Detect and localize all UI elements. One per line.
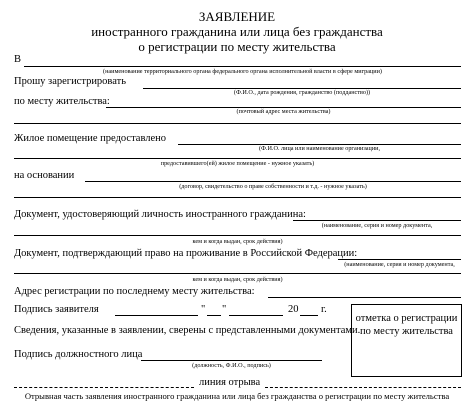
basis-field-line[interactable] (85, 181, 461, 182)
request-label: Прошу зарегистрировать (14, 76, 127, 87)
request-caption: (Ф.И.О., дата рождения, гражданство (подданство)) (233, 89, 371, 96)
date-year-field-line[interactable] (300, 315, 318, 316)
housing-field-line-2[interactable] (14, 158, 461, 159)
date-quote-open: " (201, 304, 206, 315)
to-field-line[interactable] (24, 66, 461, 67)
id-doc-field-line[interactable] (293, 220, 461, 221)
official-caption: (должность, Ф.И.О., подпись) (192, 362, 271, 369)
signature-field-line[interactable] (115, 315, 198, 316)
address-field-line-2[interactable] (14, 123, 461, 124)
signature-label: Подпись заявителя (14, 304, 99, 315)
residence-doc-field-line-2[interactable] (14, 273, 461, 274)
official-field-line[interactable] (141, 360, 322, 361)
tear-line-left (14, 387, 194, 388)
date-month-field-line[interactable] (229, 315, 283, 316)
to-caption: (наименование территориального органа федерального органа исполнительной власти в сфере миграции) (103, 68, 382, 75)
to-label: В (14, 54, 22, 65)
date-quote-close: " (222, 304, 227, 315)
residence-doc-label: Документ, подтверждающий право на проживание в Российской Федерации: (14, 248, 358, 259)
date-day-field-line[interactable] (207, 315, 221, 316)
form-subtitle-line1: иностранного гражданина или лица без гражданства (91, 24, 383, 39)
stamp-text-line1: отметка о регистрации (355, 313, 458, 324)
basis-caption: (договор, свидетельство о праве собственности и т.д. - нужное указать) (179, 183, 367, 190)
official-label: Подпись должностного лица (14, 349, 143, 360)
address-caption: (почтовый адрес места жительства) (236, 108, 331, 115)
verified-text: Сведения, указанные в заявлении, сверены с представленными документами. (14, 325, 361, 336)
tear-line-label: линия отрыва (199, 377, 261, 388)
housing-label: Жилое помещение предоставлено (14, 133, 167, 144)
tear-line-right (265, 387, 461, 388)
residence-doc-caption-2: кем и когда выдан, срок действия) (192, 276, 283, 283)
id-doc-label: Документ, удостоверяющий личность иностранного гражданина: (14, 209, 306, 220)
housing-caption-1: (Ф.И.О. лица или наименование организации, (258, 145, 381, 152)
address-label: по месту жительства: (14, 96, 110, 107)
form-title: ЗАЯВЛЕНИЕ (198, 9, 276, 24)
residence-doc-caption-1: (наименование, серия и номер документа, (344, 261, 455, 268)
form-subtitle-line2: о регистрации по месту жительства (138, 39, 336, 54)
residence-doc-field-line[interactable] (338, 259, 461, 260)
year-suffix: г. (321, 304, 327, 315)
basis-field-line-2[interactable] (14, 197, 461, 198)
tear-off-footer: Отрывная часть заявления иностранного гражданина или лица без гражданства о регистрации по месту жительства (24, 391, 450, 401)
basis-label: на основании (14, 170, 75, 181)
id-doc-field-line-2[interactable] (14, 235, 461, 236)
housing-caption-2: предоставившего(ей) жилое помещение - нужное указать) (160, 160, 315, 167)
id-doc-caption-1: (наименование, серия и номер документа, (321, 222, 433, 229)
stamp-text-line2: по месту жительства (360, 326, 453, 337)
id-doc-caption-2: кем и когда выдан, срок действия) (192, 238, 283, 245)
prev-address-label: Адрес регистрации по последнему месту жительства: (14, 286, 255, 297)
prev-address-field-line[interactable] (268, 297, 461, 298)
year-prefix: 20 (288, 304, 299, 315)
registration-stamp-box (351, 304, 462, 377)
